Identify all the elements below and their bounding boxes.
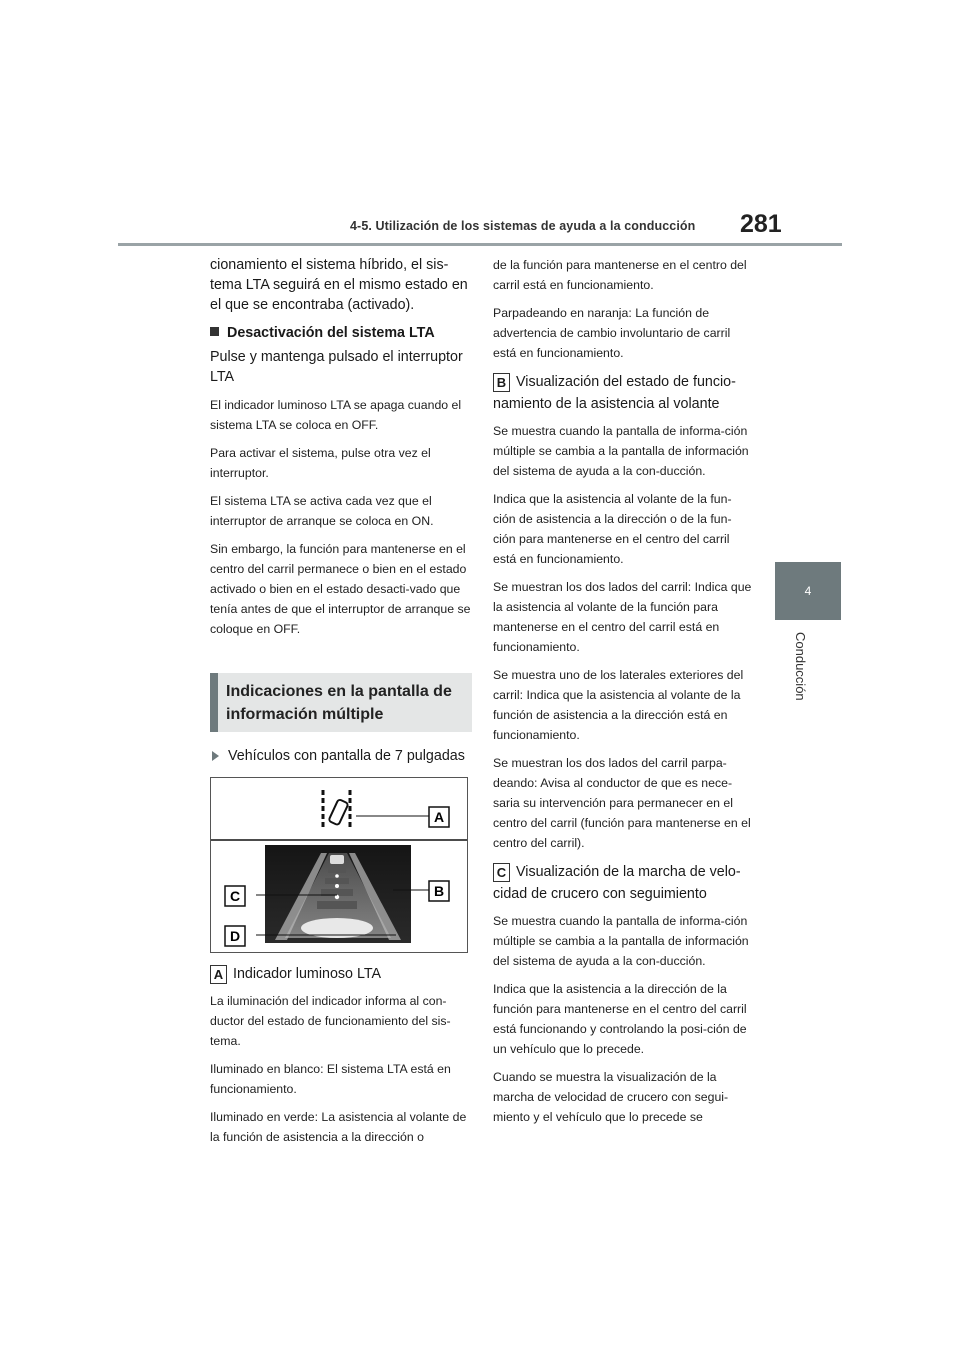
paragraph: Indica que la asistencia a la dirección de la función para mantenerse en el centro del carril está funcionando y controlando la posi-ción de un vehículo que lo precede. xyxy=(493,982,747,1056)
paragraph: Se muestran los dos lados del carril parpa-deando: Avisa al conductor de que es nece-saria su intervención para permanecer en el centro del carril (función para mantenerse en el centro del carril). xyxy=(493,756,751,850)
svg-text:A: A xyxy=(433,809,445,825)
lta-indicator-icon xyxy=(323,790,350,830)
svg-text:B: B xyxy=(433,883,445,899)
paragraph: de la función para mantenerse en el centro del carril está en funcionamiento. xyxy=(493,258,747,292)
paragraph: Para activar el sistema, pulse otra vez el interruptor. xyxy=(210,446,431,480)
item-a-heading: A Indicador luminoso LTA xyxy=(210,963,472,985)
header-rule xyxy=(118,243,842,246)
svg-text:D: D xyxy=(229,928,241,944)
paragraph: cionamiento el sistema híbrido, el sis-tema LTA seguirá en el mismo estado en el que se encontraba (activado). xyxy=(210,257,468,313)
square-bullet-icon xyxy=(210,327,219,336)
paragraph: Se muestran los dos lados del carril: Indica que la asistencia al volante de la función para mantenerse en el centro del carril está en funcionamiento. xyxy=(493,580,752,654)
letter-b-badge: B xyxy=(493,373,510,392)
instruction: Pulse y mantenga pulsado el interruptor LTA xyxy=(210,349,463,385)
paragraph: Iluminado en blanco: El sistema LTA está en funcionamiento. xyxy=(210,1062,451,1096)
display-illustration xyxy=(210,777,468,953)
running-header: 4-5. Utilización de los sistemas de ayuda a la conducción xyxy=(350,219,696,233)
paragraph: Indica que la asistencia al volante de la fun-ción de asistencia a la dirección o de la fun-ción para mantenerse en el centro del carril está en funcionamiento. xyxy=(493,492,732,566)
paragraph: El indicador luminoso LTA se apaga cuando el sistema LTA se coloca en OFF. xyxy=(210,398,462,432)
figure-label-c xyxy=(225,886,245,906)
paragraph: Sin embargo, la función para mantenerse en el centro del carril permanece o bien en el estado activado o bien en el estado desacti-vado que tenía antes de que el interruptor de arranque se coloque en OFF. xyxy=(210,542,471,636)
chapter-tab: 4 xyxy=(775,562,841,620)
page-number: 281 xyxy=(740,210,782,238)
paragraph: El sistema LTA se activa cada vez que el interruptor de arranque se coloca en ON. xyxy=(210,494,434,528)
paragraph: Se muestra cuando la pantalla de informa-ción múltiple se cambia a la pantalla de información del sistema de ayuda a la con-ducción. xyxy=(493,424,749,478)
figure-label-b xyxy=(429,881,449,901)
svg-text:C: C xyxy=(229,888,241,904)
left-column xyxy=(210,255,472,1155)
paragraph: Parpadeando en naranja: La función de advertencia de cambio involuntario de carril está en funcionamiento. xyxy=(493,306,731,360)
paragraph: La iluminación del indicador informa al con-ductor del estado de funcionamiento del sis-tema. xyxy=(210,994,451,1048)
paragraph: Iluminado en verde: La asistencia al volante de la función de asistencia a la dirección o xyxy=(210,1110,467,1144)
chapter-label: Conducción xyxy=(793,632,808,701)
item-b-heading: B Visualización del estado de funcio-namiento de la asistencia al volante xyxy=(493,374,736,412)
section-heading: Desactivación del sistema LTA xyxy=(210,323,472,343)
figure-label-d xyxy=(225,926,245,946)
paragraph: Se muestra uno de los laterales exteriores del carril: Indica que la asistencia al volante de la función de asistencia a la dirección está en funcionamiento. xyxy=(493,668,744,742)
paragraph: Cuando se muestra la visualización de la marcha de velocidad de crucero con segui-miento y el vehículo que lo precede se xyxy=(493,1070,729,1124)
right-column xyxy=(493,255,753,1135)
multi-info-display-diagram xyxy=(211,778,467,952)
letter-a-badge: A xyxy=(210,965,227,984)
arrow-bullet-icon xyxy=(212,751,219,761)
figure-label-a xyxy=(429,807,449,827)
section-bar-heading: Indicaciones en la pantalla de información múltiple xyxy=(210,673,472,732)
letter-c-badge: C xyxy=(493,863,510,882)
vehicle-variant-item: Vehículos con pantalla de 7 pulgadas xyxy=(210,746,472,767)
item-c-heading: C Visualización de la marcha de velo-cidad de crucero con seguimiento xyxy=(493,864,741,902)
paragraph: Se muestra cuando la pantalla de informa-ción múltiple se cambia a la pantalla de información del sistema de ayuda a la con-ducción. xyxy=(493,914,749,968)
